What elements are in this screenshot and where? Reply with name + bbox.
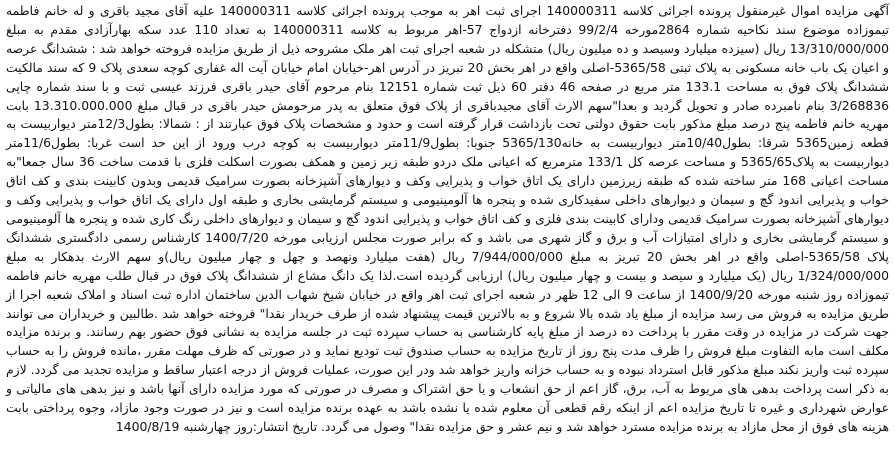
auction-notice <box>6 2 889 437</box>
auction-notice-body: آگهی مزایده اموال غیرمنقول پرونده اجرائی کلاسه 140000311 اجرای ثبت اهر به موجب پرونده اجرائی کلاسه 140000311 علیه آقای مجید باقری و له خانم فاطمه تیموزاده موضوع سند نکاحیه شماره 2864مورخه 99/2/4 دفترخانه ازدواج 57-اهر مربوط به کلاسه 140000311 به تعداد 110 عدد سکه بهارآزادی مقدم به مبلغ 13/310/000/000 ریال (سیزده میلیارد وسیصد و ده میلیون ریال) متشکله در شعبه اجرای ثبت اهر ملک مشروحه ذیل از طریق مزایده فروخته خواهد شد : ششدانگ عرصه و اعیان یک باب خانه مسکونی به پلاک ثبتی 5365/58-اصلی واقع در اهر بخش 20 تبریز در آدرس اهر-خیابان امام خیابان آیت اله غفاری کوچه سعدی پلاک 9 که سند مالکیت ششدانگ پلاک فوق به مساحت 133.1 متر مربع در صفحه 46 دفتر 60 ذیل ثبت شماره 12151 بنام مرحوم آقای حیدر باقری فرزند عیسی ثبت و با سند شماره چاپی 3/268836 بنام نامبرده صادر و تحویل گردید و بعدا"سهم الارث آقای مجیدباقری از پلاک فوق متعلق به پدر مرحومش حیدر باقری در قبال مبلغ 13.310.000.000 بابت مهریه خانم فاطمه پنج درصد مبلغ مذکور بابت حقوق دولتی تحت بازداشت قرار گرفته است و حدود و مشخصات پلاک فوق عبارتند از : شمالا: بطول12/3متر دیواربیست به قطعه زمین5365 شرقا: بطول10/40متر دیواربیست به خانه5365/130 جنوبا: بطول11/9متر دیواربیست به کوچه درب ورود از این حد است غربا: بطول11/6متر دیواربیست به پلاک5365/65 و مساحت عرصه کل 133/1 مترمربع که اعیانی ملک دردو طبقه زیر زمین و همکف بصورت اسکلت فلزی با قدمت ساخت 36 سال جمعا"به مساحت اعیانی 168 متر ساخته شده که طبقه زیرزمین دارای یک اتاق خواب و پذیرایی وکف و دیوارهای آشپزخانه بصورت سرامیک قدیمی وبدون کابینت بندی و کف اتاق خواب و پذیرایی اندود گچ و سیمان و دیوارهای داخلی سفیدکاری شده و پنجره ها آلومینیومی و سیستم گرمایشی بخاری و طبقه اول دارای یک اتاق خواب و پذیرایی وکف و دیوارهای آشپزخانه بصورت سرامیک قدیمی ودارای کابینت بندی فلزی و کف اتاق خواب و پذیرایی اندود گچ و سیمان و دیوارهای داخلی رنگ کاری شده و پنجره ها آلومینیومی و سیستم گرمایشی بخاری و دارای امتیازات آب و برق و گاز شهری می باشد و که برابر صورت مجلس ارزیابی مورخه 1400/7/20 کارشناس رسمی دادگستری ششدانگ پلاک 5365/58-اصلی واقع در اهر بخش 20 تبریز به مبلغ 7/944/000/000 ریال (هفت میلیارد ونهصد و چهل و چهار میلیون ریال)و سهم الارث بدهکار به مبلغ 1/324/000/000 ریال (یک میلیارد و سیصد و بیست و چهار میلیون ریال) ارزیابی گردیده است.لذا یک دانگ مشاع از ششدانگ پلاک فوق در قبال طلب مهریه خانم فاطمه تیموزاده روز شنبه مورخه 1400/9/20 از ساعت 9 الی 12 ظهر در شعبه اجرای ثبت اهر واقع در خیابان شیخ شهاب الدین ساختمان اداره ثبت اسناد و املاک شعبه اجرا از طریق مزایده به فروش می رسد مزایده از مبلغ یاد شده بالا شروع و به بالاترین قیمت پیشنهاد شده از طرف خریدار نقدا" فروخته خواهد شد .طالبین و خریداران می توانند جهت شرکت در مزایده در وقت مقرر با پرداخت ده درصد از مبلغ پایه کارشناسی به حساب سپرده ثبت در جلسه مزایده به نشانی فوق حضور بهم رسانند. و برنده مزایده مکلف است مابه التفاوت مبلغ فروش را ظرف مدت پنج روز از تاریخ مزایده به حساب صندوق ثبت تودیع نماید و در صورتی که ظرف مهلت مقرر ،مانده فروش را به حساب سپرده ثبت واریز نکند مبلغ مذکور قابل استرداد نبوده و به حساب خزانه واریز خواهد شد ودر این صورت، عملیات فروش از درجه اعتبار ساقط و مزایده تجدید می گردد. لازم به ذکر است پرداخت بدهی های مربوط به آب، برق، گاز اعم از حق انشعاب و یا حق اشتراک و مصرف در صورتی که مورد مزایده دارای آنها باشد و نیز بدهی های مالیاتی و عوارض شهرداری و غیره تا تاریخ مزایده اعم از اینکه رقم قطعی آن معلوم شده یا نشده باشد به عهده برنده مزایده است و نیز در صورت وجود مازاد، وجوه پرداختی بابت هزینه های فوق از محل مازاد به برنده مزایده مسترد خواهد شد و نیم عشر و حق مزایده نقدا" وصول می گردد. تاریخ انتشار:روز چهارشنبه 1400/8/19 <box>6 3 890 434</box>
